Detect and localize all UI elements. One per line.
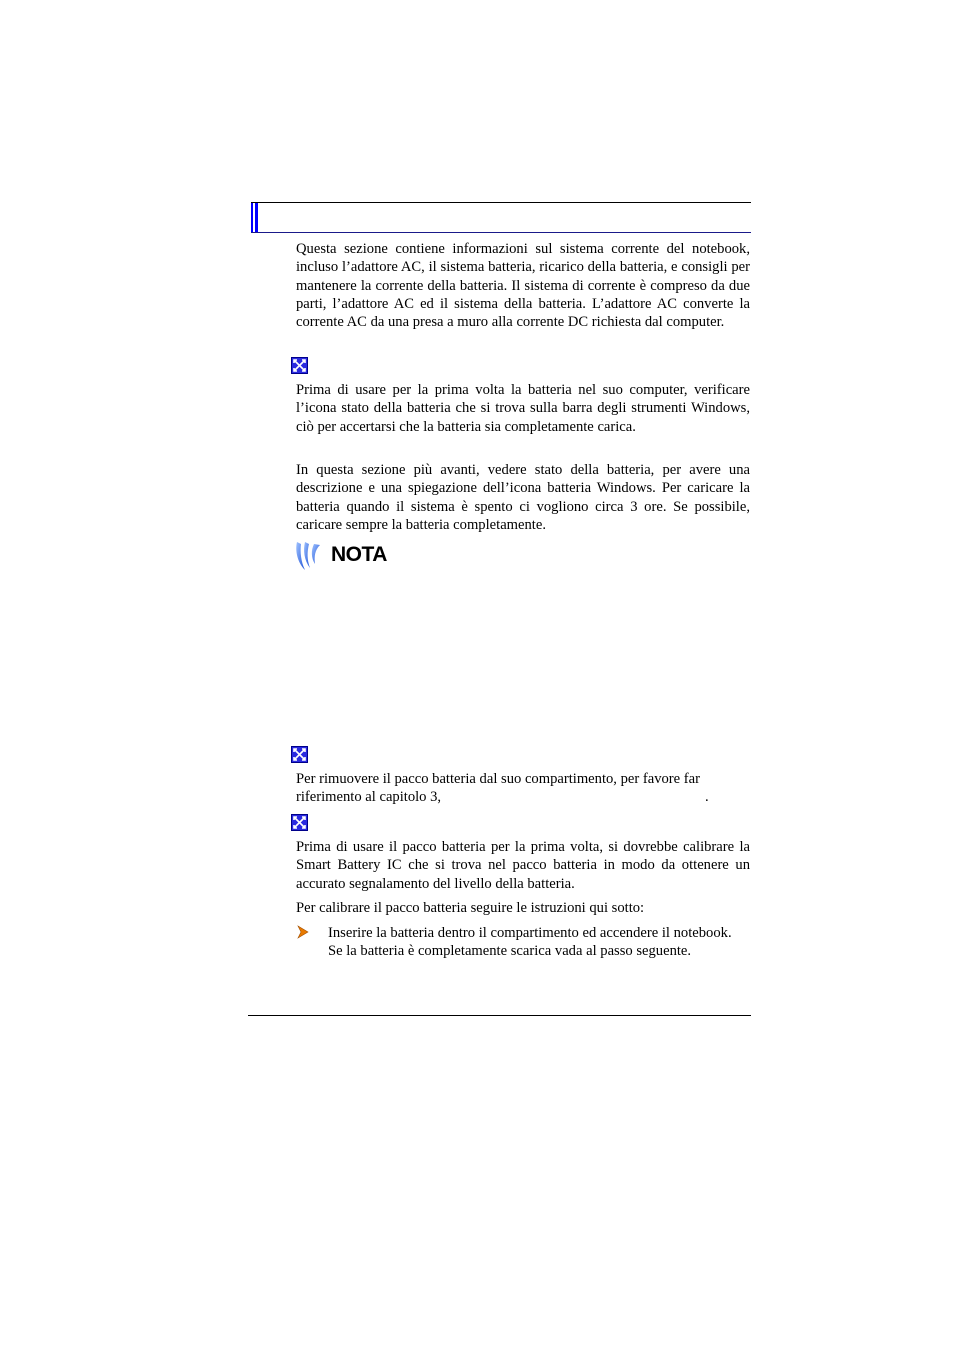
section2-text: Per rimuovere il pacco batteria dal suo compartimento, per favore far riferimento al capitolo 3,	[296, 771, 700, 806]
header-rule-top	[251, 202, 751, 203]
note-feather-icon	[293, 540, 325, 572]
intro-paragraph: Questa sezione contiene informazioni sul sistema corrente del notebook, incluso l’adattore AC, il sistema batteria, ricarico della batteria, e consigli per mantenere la corrente della batteria. Il sistema di corrente è compreso da due parti, l’adattore AC ed il sistema della batteria. L’adattore AC converte la corrente AC da una presa a muro alla corrente DC richiesta dal computer.	[296, 241, 750, 331]
section2-paragraph	[296, 770, 750, 807]
section2-period: .	[705, 789, 709, 806]
cross-marker-icon	[291, 814, 308, 831]
note-label: NOTA	[331, 543, 387, 566]
cross-marker-icon	[291, 746, 308, 763]
section3-paragraph-1: Prima di usare il pacco batteria per la prima volta, si dovrebbe calibrare la Smart Battery IC che si trova nel pacco batteria in modo da ottenere un accurato segnalamento del livello della batteria.	[296, 839, 750, 892]
header-rule-bottom	[251, 232, 751, 233]
cross-marker-icon	[291, 357, 308, 374]
section1-paragraph-1: Prima di usare per la prima volta la batteria nel suo computer, verificare l’icona stato della batteria che si trova sulla barra degli strumenti Windows, ciò per accertarsi che la batteria sia completamente carica.	[296, 382, 750, 435]
footer-rule	[248, 1015, 751, 1016]
note-callout	[293, 540, 403, 572]
list-item-text: Inserire la batteria dentro il compartimento ed accendere il notebook. Se la batteria è completamente scarica vada al passo seguente.	[328, 925, 732, 960]
arrow-bullet-icon	[296, 925, 310, 939]
section3-paragraph-2: Per calibrare il pacco batteria seguire le istruzioni qui sotto:	[296, 900, 645, 916]
section1-paragraph-2: In questa sezione più avanti, vedere stato della batteria, per avere una descrizione e una spiegazione dell’icona batteria Windows. Per caricare la batteria quando il sistema è spento ci vogliono circa 3 ore. Se possibile, caricare sempre la batteria completamente.	[296, 462, 750, 533]
header-accent-bar	[251, 203, 258, 233]
